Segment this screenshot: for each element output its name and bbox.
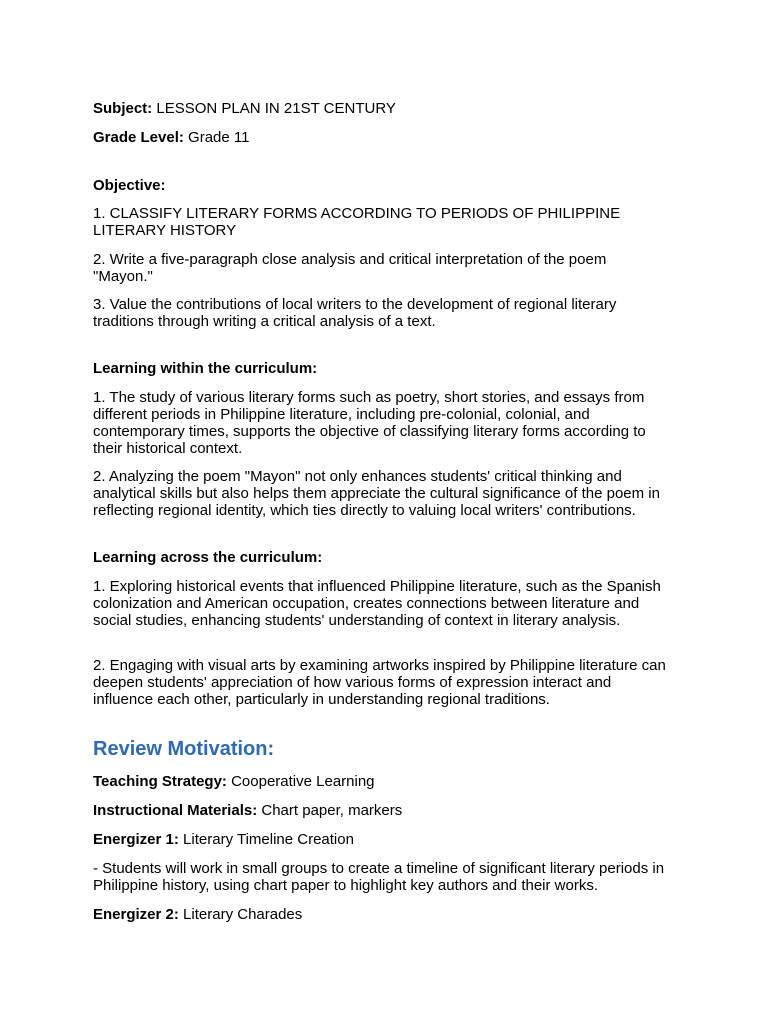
materials-value: Chart paper, markers <box>261 802 403 819</box>
energizer1-line <box>93 831 354 848</box>
energizer2-value: Literary Charades <box>183 906 303 923</box>
subject-value: LESSON PLAN IN 21ST CENTURY <box>156 100 396 117</box>
strategy-label: Teaching Strategy: <box>93 773 227 790</box>
grade-label: Grade Level: <box>93 129 184 146</box>
grade-value: Grade 11 <box>188 129 250 146</box>
across-heading: Learning across the curriculum: <box>93 549 323 566</box>
across-item-1: 1. Exploring historical events that influenced Philippine literature, such as the Spanish colonization and American occupation, creates connections between literature and social studies, enhancing students' understanding of context in literary analysis. <box>93 578 661 629</box>
energizer2-label: Energizer 2: <box>93 906 179 923</box>
strategy-line <box>93 773 375 790</box>
objective-item-3: 3. Value the contributions of local writers to the development of regional literary traditions through writing a critical analysis of a text. <box>93 296 617 330</box>
energizer1-value: Literary Timeline Creation <box>183 831 354 848</box>
grade-line <box>93 129 249 146</box>
materials-line <box>93 802 402 819</box>
strategy-value: Cooperative Learning <box>231 773 375 790</box>
energizer1-description: - Students will work in small groups to create a timeline of significant literary periods in Philippine history, using chart paper to highlight key authors and their works. <box>93 860 665 894</box>
objective-item-1: 1. CLASSIFY LITERARY FORMS ACCORDING TO PERIODS OF PHILIPPINE LITERARY HISTORY <box>93 205 621 239</box>
within-heading: Learning within the curriculum: <box>93 360 318 377</box>
subject-label: Subject: <box>93 100 153 117</box>
within-item-1: 1. The study of various literary forms such as poetry, short stories, and essays from different periods in Philippine literature, including pre-colonial, colonial, and contemporary times, supports the objective of classifying literary forms according to their historical context. <box>93 389 646 457</box>
subject-line <box>93 100 396 117</box>
energizer2-line <box>93 906 302 923</box>
objective-item-2: 2. Write a five-paragraph close analysis and critical interpretation of the poem "Mayon." <box>93 251 607 285</box>
objective-heading: Objective: <box>93 177 166 194</box>
within-item-2: 2. Analyzing the poem "Mayon" not only enhances students' critical thinking and analytical skills but also helps them appreciate the cultural significance of the poem in reflecting regional identity, which ties directly to valuing local writers' contributions. <box>93 468 660 519</box>
energizer1-label: Energizer 1: <box>93 831 179 848</box>
materials-label: Instructional Materials: <box>93 802 258 819</box>
review-heading: Review Motivation: <box>93 738 275 760</box>
across-item-2: 2. Engaging with visual arts by examining artworks inspired by Philippine literature can deepen students' appreciation of how various forms of expression interact and influence each other, particularly in understanding regional traditions. <box>93 657 666 708</box>
